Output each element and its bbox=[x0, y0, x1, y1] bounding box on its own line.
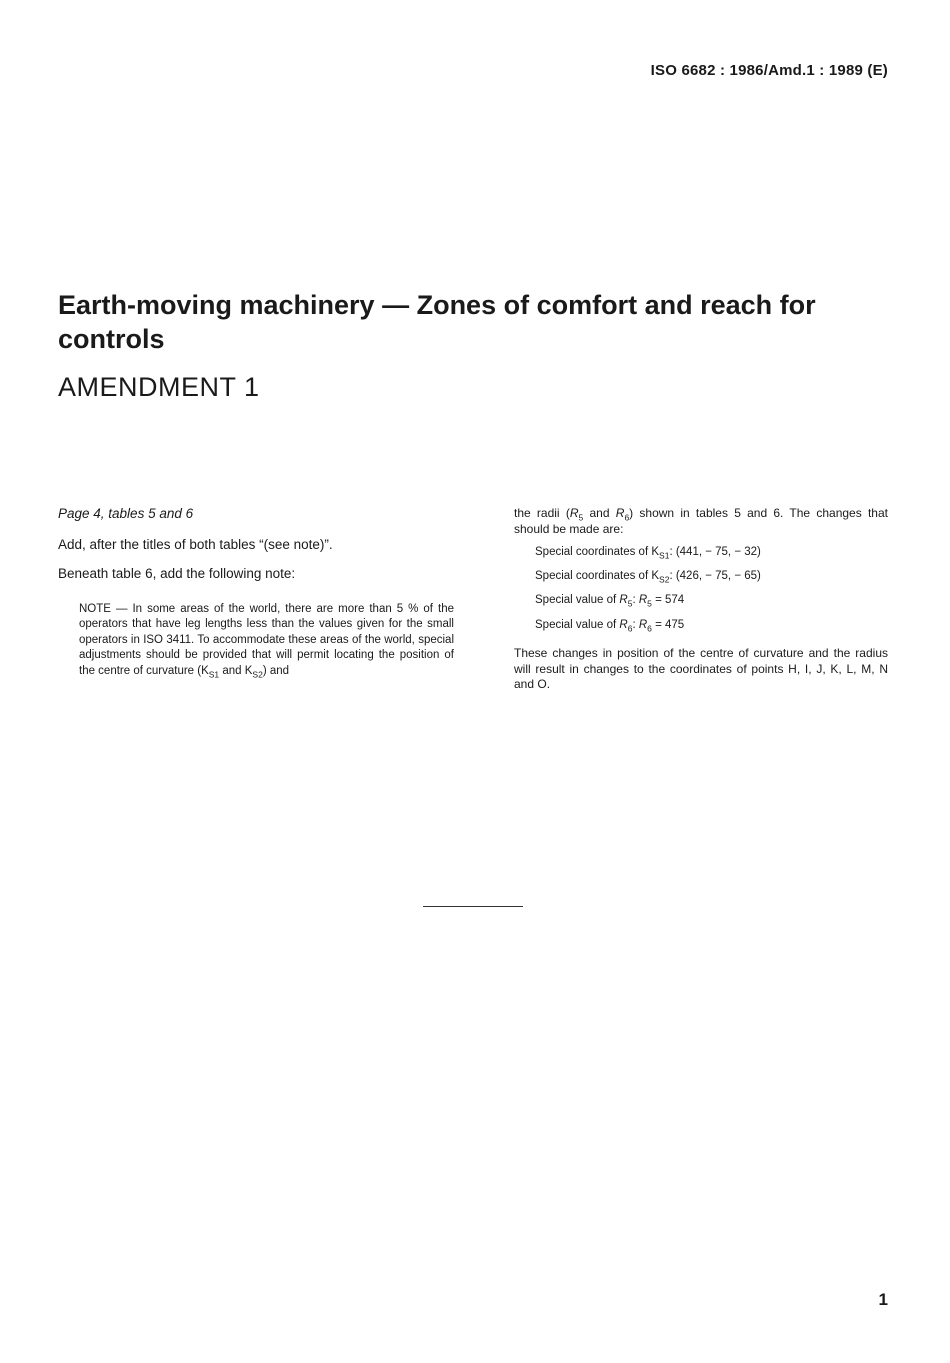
document-title: Earth-moving machinery — Zones of comfort and reach for controls bbox=[58, 290, 816, 354]
change-r5: Special value of $R_5$: $R_5 = 574$ bbox=[535, 594, 685, 609]
change-ks1: Special coordinates of $K_{S1}$: (441, − 75, − 32) bbox=[535, 546, 761, 561]
end-rule bbox=[423, 906, 523, 907]
right-column bbox=[514, 506, 888, 693]
left-column bbox=[58, 506, 454, 679]
radii-intro: the radii ($R_5$ and $R_6$) shown in tables 5 and 6. The changes that should be made are: bbox=[514, 506, 888, 536]
changes-conclusion: These changes in position of the centre of curvature and the radius will result in changes to the coordinates of points H, I, J, K, L, M, N and O. bbox=[514, 646, 888, 691]
change-ks2: Special coordinates of $K_{S2}$: (426, − 75, − 65) bbox=[535, 569, 761, 584]
add-instruction: Add, after the titles of both tables “(see note)”. bbox=[58, 536, 333, 552]
change-r6: Special value of $R_6$: $R_6 = 475$ bbox=[535, 618, 685, 633]
page-reference: Page 4, tables 5 and 6 bbox=[58, 506, 194, 521]
amendment-heading: AMENDMENT 1 bbox=[58, 372, 260, 402]
beneath-instruction: Beneath table 6, add the following note: bbox=[58, 566, 296, 581]
document-reference: ISO 6682 : 1986/Amd.1 : 1989 (E) bbox=[650, 62, 888, 79]
page-number: 1 bbox=[878, 1290, 888, 1309]
amendment-note: NOTE — In some areas of the world, there are more than 5 % of the operators that have leg lengths less than the values given for the small operators in ISO 3411. To accommodate these areas of the world, special adjustments should be provided that will permit locating the position of the centre of curvature ($K_{S1}$ and $K_{S2}$) and bbox=[79, 602, 454, 679]
